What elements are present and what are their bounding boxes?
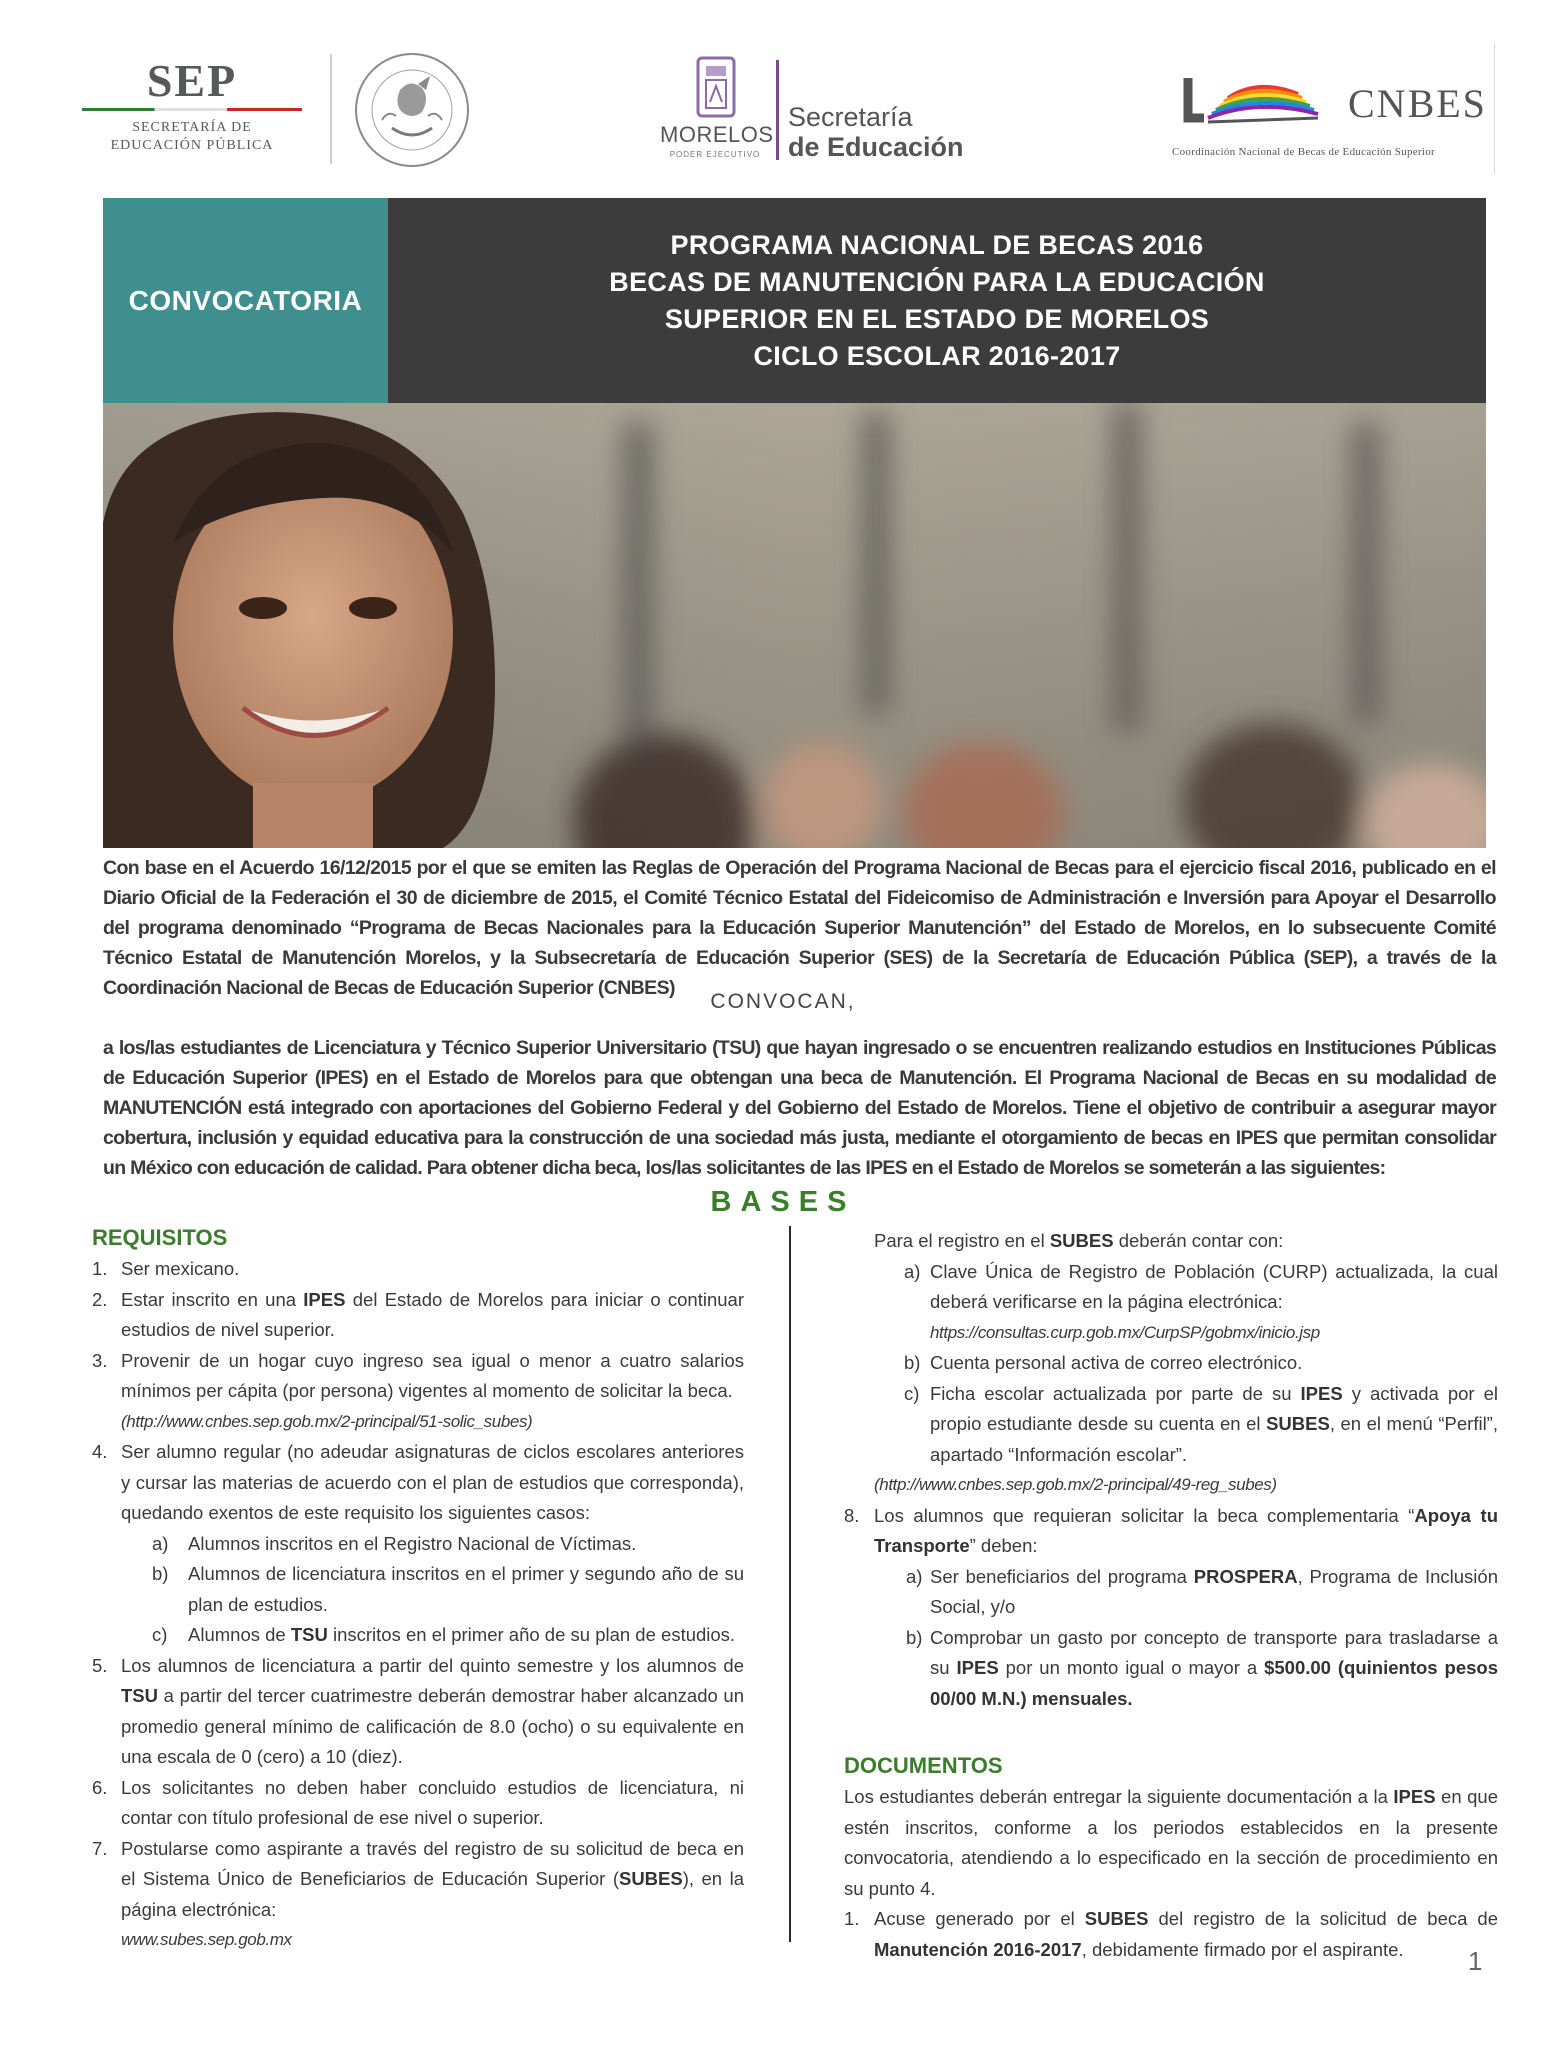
requisito-4c-tsu: TSU <box>290 1624 328 1645</box>
requisito-3-url[interactable]: (http://www.cnbes.sep.gob.mx/2-principal/51-solic_subes) <box>121 1411 533 1431</box>
morelos-sub: PODER EJECUTIVO <box>669 150 761 159</box>
cnbes-name: CNBES <box>1348 81 1487 126</box>
requisito-4-text: Ser alumno regular (no adeudar asignaturas de ciclos escolares anteriores y cursar las materias de acuerdo con el plan de estudios que corresponda), quedando exentos de este requisito los siguientes casos: <box>121 1441 744 1523</box>
page-number: 1 <box>1468 1946 1483 1976</box>
requisito-3 <box>92 1346 744 1407</box>
subes-registro-intro <box>844 1226 1498 1257</box>
convocatoria-label: CONVOCATORIA <box>103 198 388 403</box>
requisito-4c-text-end: inscritos en el primer año de su plan de estudios. <box>327 1624 736 1645</box>
requisito-8-text-end: ” deben: <box>969 1535 1038 1556</box>
documentos-intro <box>844 1782 1498 1904</box>
program-title <box>388 198 1486 403</box>
documento-1-manutencion: Manutención 2016-2017 <box>874 1938 1082 1960</box>
documentos-intro-text-end: en que estén inscritos, conforme a los periodos establecidos en la presente convocatoria, atendiendo a lo especificado en la sección de procedimiento en su punto 4. <box>844 1786 1498 1899</box>
requisito-4a-num: a) <box>152 1532 169 1554</box>
requisito-4c-num: c) <box>152 1624 168 1645</box>
requisito-7 <box>92 1834 744 1926</box>
intro-paragraph: Con base en el Acuerdo 16/12/2015 por el que se emiten las Reglas de Operación del Programa Nacional de Becas para el ejercicio fiscal 2016, publicado en el Diario Oficial de la Federación el 30 de diciembre de 2015, el Comité Técnico Estatal del Fideicomiso de Administración e Inversión para Apoyar el Desarrollo del programa denominado “Programa de Becas Nacionales para la Educación Superior Manutención” del Estado de Morelos, en lo subsecuente Comité Técnico Estatal de Manutención Morelos, y la Subsecretaría de Educación Superior (SES) de la Secretaría de Educación Pública (SEP), a través de la Coordinación Nacional de Becas de Educación Superior (CNBES) <box>103 857 1496 999</box>
registro-item-c-subes: SUBES <box>1266 1413 1330 1434</box>
cnbes-sub: Coordinación Nacional de Becas de Educación Superior <box>1172 146 1436 158</box>
registro-item-c-text-end: , en el menú “Perfil”, apartado “Información escolar”. <box>930 1413 1498 1465</box>
requisito-8b-num: b) <box>906 1626 923 1648</box>
registro-item-c-text-2: y activada por el propio estudiante desde su cuenta en el <box>930 1382 1498 1434</box>
documento-1-num: 1. <box>844 1908 860 1929</box>
subes-registro-text: Para el registro en el <box>874 1230 1050 1251</box>
registro-item-c-text: Ficha escolar actualizada por parte de su <box>930 1382 1301 1404</box>
registro-item-c <box>844 1379 1498 1471</box>
documento-1-text-2: del registro de la solicitud de beca de <box>1148 1908 1498 1929</box>
requisito-8a <box>844 1562 1498 1623</box>
requisito-5 <box>92 1651 744 1773</box>
program-title-line-4: CICLO ESCOLAR 2016-2017 <box>753 340 1121 371</box>
requisito-5-tsu: TSU <box>121 1685 158 1706</box>
requisito-8a-text-end: , Programa de Inclusión Social, y/o <box>930 1565 1498 1617</box>
morelos-logo <box>660 56 980 166</box>
header-right-rule <box>1494 44 1495 174</box>
requisito-5-text: Los alumnos de licenciatura a partir del quinto semestre y los alumnos de <box>121 1654 744 1676</box>
mexico-seal-icon <box>352 50 472 170</box>
cnbes-logo <box>1168 60 1508 180</box>
requisito-7-text-end: ), en la página electrónica: <box>121 1868 744 1920</box>
requisito-2-text-end: del Estado de Morelos para iniciar o continuar estudios de nivel superior. <box>121 1288 744 1340</box>
requisito-4c <box>92 1620 744 1651</box>
requisito-4a-text: Alumnos inscritos en el Registro Nacional de Víctimas. <box>188 1532 637 1554</box>
reg-subes-url[interactable]: (http://www.cnbes.sep.gob.mx/2-principal/49-reg_subes) <box>874 1475 1277 1494</box>
logo-divider <box>330 54 332 164</box>
requisitos-column <box>92 1222 744 1956</box>
requisito-8a-num: a) <box>906 1565 923 1587</box>
requisito-4b-num: b) <box>152 1563 169 1584</box>
requisito-8b-ipes: IPES <box>956 1657 999 1678</box>
student-photo <box>103 403 1486 848</box>
registro-item-a-num: a) <box>904 1260 921 1282</box>
requisito-3-text: Provenir de un hogar cuyo ingreso sea igual o menor a cuatro salarios mínimos per cápita (por persona) vigentes al momento de solicitar la beca. <box>121 1349 744 1401</box>
requisito-5-num: 5. <box>92 1654 108 1676</box>
registro-item-b <box>844 1348 1498 1379</box>
requisito-2-ipes: IPES <box>303 1288 346 1310</box>
registro-item-b-num: b) <box>904 1352 921 1373</box>
requisito-4b <box>92 1559 744 1620</box>
registro-item-c-num: c) <box>904 1382 920 1404</box>
requisito-5-text-end: a partir del tercer cuatrimestre deberán demostrar haber alcanzado un promedio general mínimo de calificación de 8.0 (ocho) o su equivalente en una escala de 0 (cero) a 10 (diez). <box>121 1685 744 1767</box>
bases-heading: BASES <box>710 1186 856 1218</box>
requisito-7-text: Postularse como aspirante a través del registro de su solicitud de beca en el Sistema Único de Beneficiarios de Educación Superior ( <box>121 1837 744 1889</box>
requisito-8a-prospera: PROSPERA <box>1193 1565 1298 1587</box>
requisito-6 <box>92 1773 744 1834</box>
documento-1-subes: SUBES <box>1084 1908 1149 1929</box>
registro-item-a <box>844 1257 1498 1318</box>
documentos-title: DOCUMENTOS <box>844 1753 1003 1778</box>
requisito-6-num: 6. <box>92 1776 108 1798</box>
requisito-6-text: Los solicitantes no deben haber concluido estudios de licenciatura, ni contar con título profesional de ese nivel o superior. <box>121 1776 744 1828</box>
requisito-8b-text: Comprobar un gasto por concepto de transporte para trasladarse a su <box>930 1626 1498 1678</box>
morelos-bar <box>776 60 779 160</box>
requisito-4a <box>92 1529 744 1560</box>
requisitos-title: REQUISITOS <box>92 1225 228 1250</box>
documento-1 <box>844 1904 1498 1965</box>
requisito-1 <box>92 1254 744 1285</box>
requisito-8-transporte: Apoya tu Transporte <box>874 1504 1499 1556</box>
requisito-8-text: Los alumnos que requieran solicitar la beca complementaria “ <box>874 1504 1415 1526</box>
program-title-line-2: BECAS DE MANUTENCIÓN PARA LA EDUCACIÓN <box>609 266 1265 297</box>
documentos-intro-ipes: IPES <box>1393 1786 1436 1807</box>
sep-logo-stripe <box>82 108 302 111</box>
requisito-7-subes: SUBES <box>618 1868 683 1889</box>
registro-item-b-text: Cuenta personal activa de correo electrónico. <box>930 1352 1303 1373</box>
requisito-8-num: 8. <box>844 1504 860 1526</box>
requisito-2-text: Estar inscrito en una <box>121 1288 304 1310</box>
requisito-8b-monto: $500.00 (quinientos pesos 00/00 M.N.) mensuales. <box>930 1657 1498 1709</box>
morelos-emblem-icon <box>696 56 736 118</box>
requisito-8a-text: Ser beneficiarios del programa <box>930 1565 1194 1587</box>
sep-logo <box>82 55 302 155</box>
documentos-intro-text: Los estudiantes deberán entregar la siguiente documentación a la <box>844 1786 1394 1807</box>
requisito-8 <box>844 1501 1498 1562</box>
requisito-7-num: 7. <box>92 1837 108 1859</box>
sep-logo-sub-1: SECRETARÍA DE <box>132 120 252 135</box>
requisito-8b-text-2: por un monto igual o mayor a <box>998 1657 1265 1678</box>
documento-1-text-end: , debidamente firmado por el aspirante. <box>1081 1938 1404 1960</box>
requisito-3-num: 3. <box>92 1349 108 1371</box>
requisito-4b-text: Alumnos de licenciatura inscritos en el primer y segundo año de su plan de estudios. <box>188 1563 744 1615</box>
requisito-4 <box>92 1437 744 1529</box>
column-divider <box>789 1226 791 1942</box>
curp-url[interactable]: https://consultas.curp.gob.mx/CurpSP/gobmx/inicio.jsp <box>930 1322 1320 1342</box>
requisito-2-num: 2. <box>92 1288 108 1310</box>
educacion-label: de Educación <box>788 132 964 162</box>
header-logos <box>0 40 1566 190</box>
title-banner <box>103 198 1486 403</box>
requisito-2 <box>92 1285 744 1346</box>
morelos-name: MORELOS <box>660 122 774 147</box>
subes-url[interactable]: www.subes.sep.gob.mx <box>121 1930 292 1949</box>
program-title-line-1: PROGRAMA NACIONAL DE BECAS 2016 <box>670 229 1204 260</box>
sep-logo-sub-2: EDUCACIÓN PÚBLICA <box>110 138 274 153</box>
registro-item-c-ipes: IPES <box>1300 1382 1343 1404</box>
subes-registro-text-end: deberán contar con: <box>1113 1230 1284 1251</box>
requisito-4c-text: Alumnos de <box>188 1624 291 1645</box>
section-spacer <box>844 1714 1498 1750</box>
program-title-line-3: SUPERIOR EN EL ESTADO DE MORELOS <box>664 303 1210 334</box>
sep-logo-name: SEP <box>146 55 238 106</box>
right-column <box>844 1226 1498 1965</box>
registro-item-a-text: Clave Única de Registro de Población (CURP) actualizada, la cual deberá verificarse en la página electrónica: <box>930 1260 1498 1312</box>
requisito-1-text: Ser mexicano. <box>121 1258 240 1279</box>
subes-registro-subes: SUBES <box>1049 1230 1114 1251</box>
requisito-4-num: 4. <box>92 1441 108 1462</box>
convocan-heading: CONVOCAN, <box>710 990 856 1013</box>
secretaria-label: Secretaría <box>788 102 913 132</box>
requisito-1-num: 1. <box>92 1258 108 1279</box>
convocan-paragraph: a los/las estudiantes de Licenciatura y Técnico Superior Universitario (TSU) que hayan ingresado o se encuentren realizando estudios en Instituciones Públicas de Educación Superior (IPES) en el Estado de Morelos para que obtengan una beca de Manutención. El Programa Nacional de Becas en su modalidad de MANUTENCIÓN está integrado con aportaciones del Gobierno Federal y del Gobierno del Estado de Morelos. Tiene el objetivo de contribuir a asegurar mayor cobertura, inclusión y equidad educativa para la construcción de una sociedad más justa, mediante el otorgamiento de becas en IPES que permitan consolidar un México con educación de calidad. Para obtener dicha beca, los/las solicitantes de las IPES en el Estado de Morelos se someterán a las siguientes: <box>103 1037 1496 1179</box>
documento-1-text: Acuse generado por el <box>874 1908 1085 1929</box>
requisito-8b <box>844 1623 1498 1715</box>
book-icon <box>1168 68 1338 128</box>
